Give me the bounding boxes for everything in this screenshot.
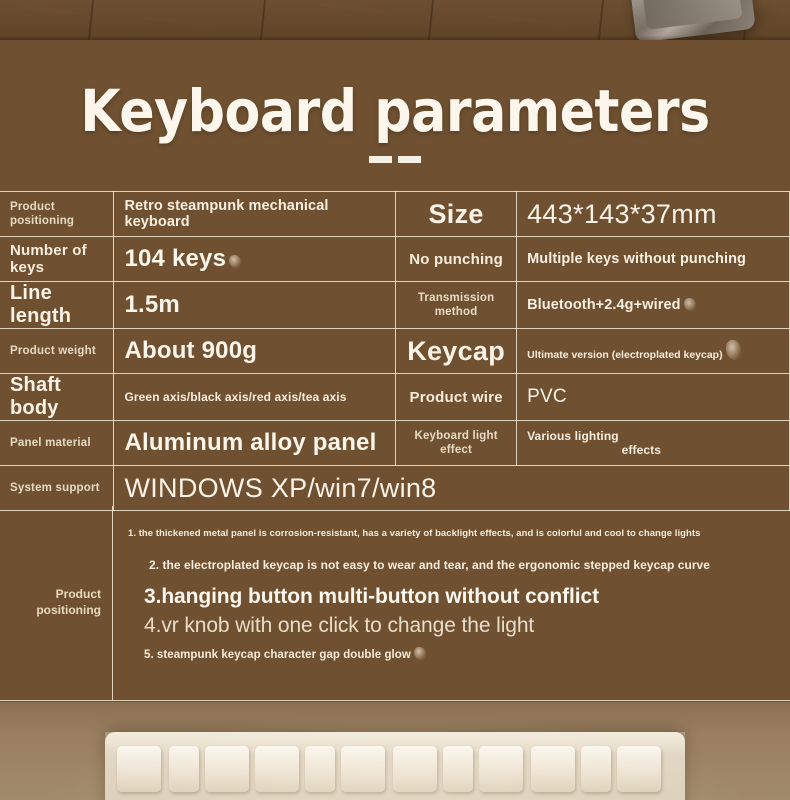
spec-value-cell — [517, 237, 790, 282]
spec-value-text: Aluminum alloy panel — [124, 429, 377, 456]
spec-value-text: 104 keys — [124, 245, 227, 272]
spec-value-text: About 900g — [124, 337, 258, 364]
spec-label-text: System support — [10, 481, 100, 494]
spec-value-cell — [114, 374, 396, 421]
table-row — [0, 329, 790, 374]
list-item: 2. the electroplated keycap is not easy to wear and tear, and the ergonomic stepped keycap curve — [149, 558, 710, 572]
spec-value-cell — [517, 329, 790, 374]
spec-label-cell — [0, 237, 114, 282]
spec-value-cell — [517, 282, 790, 329]
spec-label-cell — [0, 421, 114, 466]
product-positioning-label-cell — [0, 506, 113, 700]
photo-smudge-icon — [229, 255, 241, 268]
spec-label-text: Size — [428, 198, 484, 229]
spec-label-cell — [0, 374, 114, 421]
feature-list — [124, 520, 780, 661]
product-positioning-block — [0, 506, 790, 701]
spec-value-cell — [114, 237, 396, 282]
spec-value-text: Ultimate version (electroplated keycap) — [527, 348, 723, 361]
list-item: 1. the thickened metal panel is corrosion-resistant, has a variety of backlight effects, and is colorful and cool to change lights — [128, 528, 701, 539]
spec-value-text-line1: Various lighting — [527, 429, 619, 443]
photo-smudge-icon — [726, 340, 741, 360]
spec-value-text: Multiple keys without punching — [527, 251, 746, 267]
spec-label-text: Panel material — [10, 436, 91, 449]
list-item: 3.hanging button multi-button without conflict — [144, 585, 599, 608]
photo-smudge-icon — [684, 298, 696, 311]
spec-label-text: Product positioning — [10, 200, 75, 227]
spec-label-text: Transmission method — [417, 291, 495, 318]
table-row — [0, 466, 790, 511]
spec-label-text: Keyboard light effect — [414, 429, 498, 456]
spec-label-text: Keycap — [407, 335, 506, 366]
title-block — [0, 44, 790, 184]
spec-label-text: Shaft body — [10, 374, 61, 419]
table-row — [0, 237, 790, 282]
spec-label-cell — [396, 329, 517, 374]
spec-label-text: Line length — [10, 282, 72, 327]
spec-value-text: PVC — [527, 386, 567, 407]
product-positioning-label: Product positioning — [36, 587, 101, 617]
table-row — [0, 192, 790, 237]
wood-desk-photo — [0, 0, 790, 40]
spec-value-cell — [114, 192, 396, 237]
spec-value-text: 1.5m — [124, 291, 180, 318]
spec-value-cell — [114, 329, 396, 374]
spec-label-cell — [0, 466, 114, 511]
spec-value-cell — [114, 466, 790, 511]
table-row — [0, 374, 790, 421]
spec-label-text: No punching — [409, 250, 504, 268]
spec-value-text: WINDOWS XP/win7/win8 — [124, 472, 437, 503]
photo-smudge-icon — [414, 647, 426, 660]
spec-value-text: Green axis/black axis/red axis/tea axis — [124, 390, 347, 404]
spec-value-cell — [517, 374, 790, 421]
list-item-text: 5. steampunk keycap character gap double glow — [144, 649, 411, 661]
spec-label-cell — [0, 282, 114, 329]
spec-label-text: Product wire — [409, 388, 503, 406]
keyboard-product-photo — [0, 702, 790, 800]
spec-label-cell — [0, 329, 114, 374]
spec-value-text: Retro steampunk mechanical keyboard — [124, 198, 329, 230]
list-item — [144, 647, 780, 661]
page-title: Keyboard parameters — [80, 77, 710, 145]
spec-label-text: Product weight — [10, 344, 96, 357]
table-row — [0, 421, 790, 466]
spec-label-cell — [396, 282, 517, 329]
table-row — [0, 282, 790, 329]
title-underline-rule — [369, 156, 421, 163]
spec-value-cell — [517, 192, 790, 237]
spec-value-cell — [114, 421, 396, 466]
spec-value-cell — [114, 282, 396, 329]
spec-label-cell — [396, 237, 517, 282]
spec-value-text: Bluetooth+2.4g+wired — [527, 297, 681, 313]
spec-label-cell — [396, 192, 517, 237]
spec-label-cell — [396, 374, 517, 421]
spec-value-text-line2: effects — [621, 443, 661, 457]
spec-label-text: Number of keys — [10, 242, 87, 276]
spec-table — [0, 191, 790, 511]
spec-label-cell — [0, 192, 114, 237]
list-item: 4.vr knob with one click to change the light — [144, 614, 535, 637]
spec-value-text: 443*143*37mm — [527, 198, 717, 229]
spec-label-cell — [396, 421, 517, 466]
spec-value-cell — [517, 421, 790, 466]
